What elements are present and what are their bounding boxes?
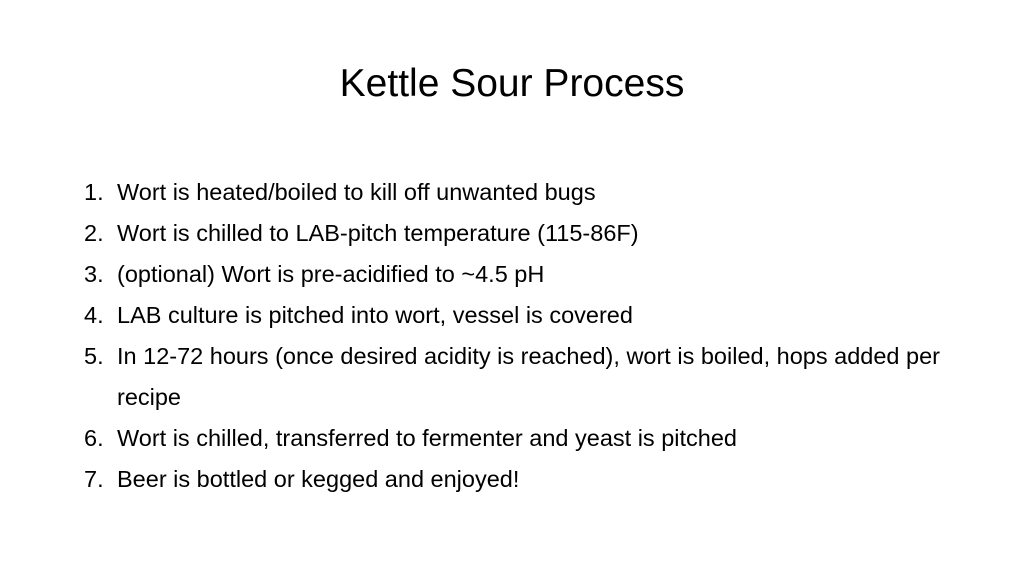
step-text: LAB culture is pitched into wort, vessel is covered (117, 302, 633, 328)
step-number: 4. (84, 302, 104, 328)
list-item (84, 172, 964, 213)
list-item (84, 418, 964, 459)
step-number: 5. (84, 343, 104, 369)
step-text: In 12-72 hours (once desired acidity is reached), wort is boiled, hops added per recipe (117, 343, 940, 410)
step-text: Wort is chilled, transferred to fermenter and yeast is pitched (117, 425, 737, 451)
step-number: 2. (84, 220, 104, 246)
process-step-list (84, 172, 964, 500)
list-item (84, 213, 964, 254)
step-text: Wort is heated/boiled to kill off unwanted bugs (117, 179, 596, 205)
step-text: (optional) Wort is pre-acidified to ~4.5 pH (117, 261, 545, 287)
step-number: 3. (84, 261, 104, 287)
slide-title: Kettle Sour Process (339, 62, 685, 105)
list-item (84, 336, 964, 418)
step-text: Beer is bottled or kegged and enjoyed! (117, 466, 520, 492)
step-number: 1. (84, 179, 104, 205)
step-number: 7. (84, 466, 104, 492)
list-item (84, 254, 964, 295)
step-text: Wort is chilled to LAB-pitch temperature (115-86F) (117, 220, 639, 246)
list-item (84, 295, 964, 336)
step-number: 6. (84, 425, 104, 451)
list-item (84, 459, 964, 500)
